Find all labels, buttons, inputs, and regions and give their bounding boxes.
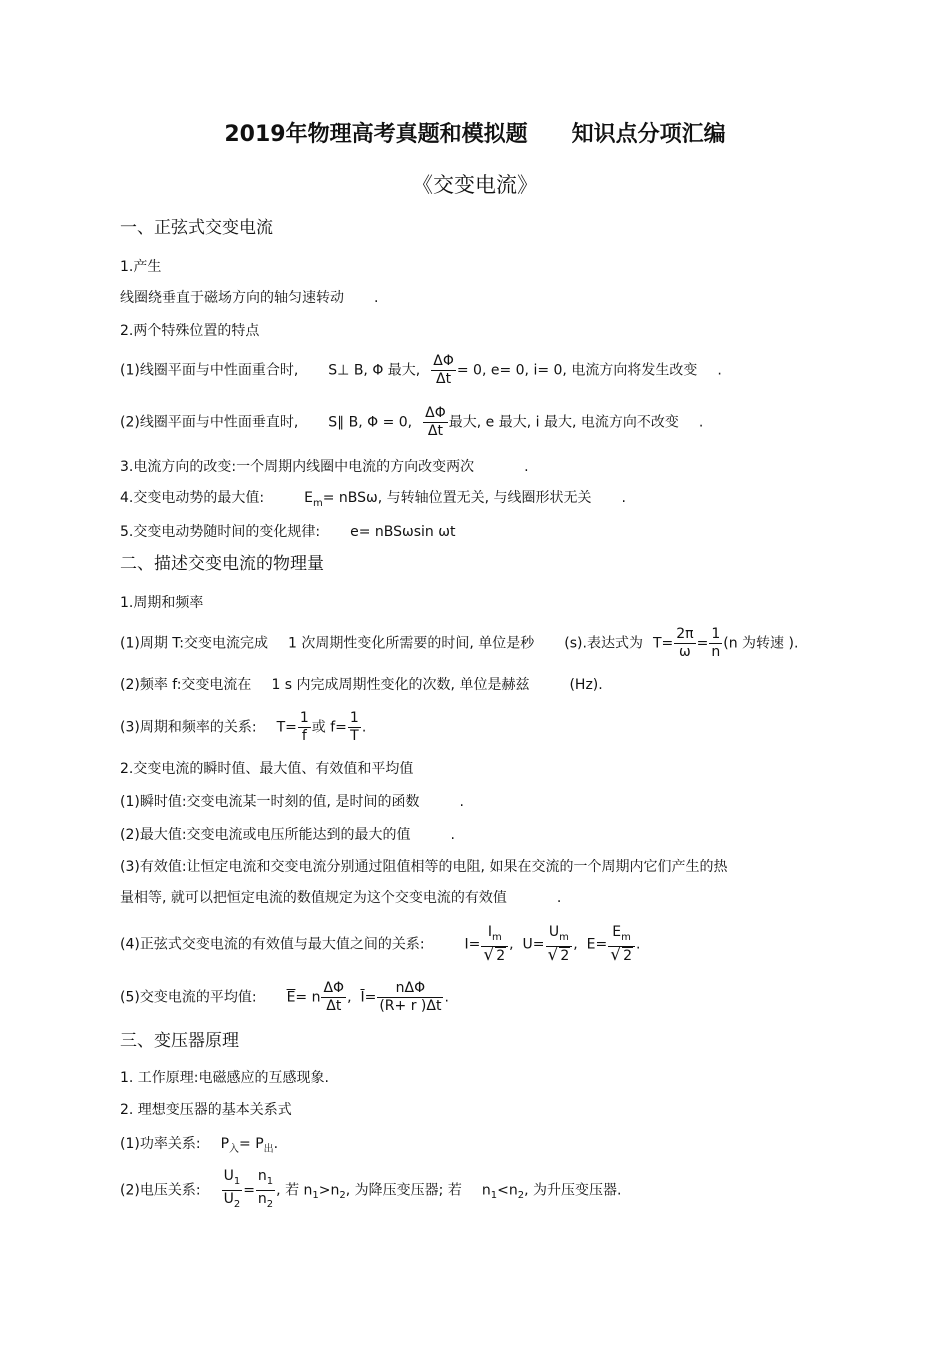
- s1-p5: [120, 523, 455, 541]
- s2-p2-3b-text: 量相等, 就可以把恒定电流的数值规定为这个交变电流的有效值: [120, 890, 507, 906]
- s3-p2-1-b: P: [220, 1136, 230, 1152]
- s3-p2-2-a: (2)电压关系:: [120, 1182, 201, 1199]
- s1-p2-1-b: S⊥ B, Φ 最大,: [328, 362, 421, 379]
- sqrt-radicand: 2: [623, 947, 632, 964]
- fraction-numerator: nΔΦ: [377, 980, 443, 998]
- s2-p1-3-a: (3)周期和频率的关系:: [120, 719, 257, 736]
- s1-p2-1-a: (1)线圈平面与中性面重合时,: [120, 362, 299, 379]
- s2-p2-3-end: .: [556, 890, 562, 906]
- s2-p2-1: [120, 793, 464, 811]
- s2-p2-5: (5)交变电流的平均值: $\overline{E}= n$ $\frac{\Delta\Phi}{\Delta t}$ , $\overline{I}=$ $\frac{\text{nΔΦ}}{(R+ r )\Delta t}$ .: [120, 980, 449, 1014]
- s2-p2-3b: [120, 889, 561, 907]
- fraction-numerator: ΔΦ: [433, 353, 454, 369]
- s3-p2-2-d: , 为降压变压器; 若: [345, 1182, 462, 1199]
- s2-p2-1-text: (1)瞬时值:交变电流某一时刻的值, 是时间的函数: [120, 794, 420, 810]
- s2-p1-title: 1.周期和频率: [120, 595, 204, 611]
- s2-p1-3-end: .: [361, 719, 367, 736]
- fraction-numerator: [256, 1168, 275, 1191]
- s1-p1-text: [120, 289, 378, 307]
- fraction-1-n: [709, 626, 722, 661]
- s1-p2-1-end: .: [717, 362, 722, 379]
- s2-p1-2-c: (Hz).: [569, 677, 603, 693]
- fraction-denominator: [256, 1191, 275, 1213]
- s2-p2-title: 2.交变电流的瞬时值、最大值、有效值和平均值: [120, 761, 414, 777]
- fraction-im-sqrt2: [481, 924, 508, 965]
- s1-p3-text: 3.电流方向的改变:一个周期内线圈中电流的方向改变两次: [120, 459, 475, 475]
- s1-p4-b: E: [304, 490, 313, 506]
- s2-p1-1-d: T=: [652, 635, 674, 652]
- s2-p1-1-c: (s).表达式为: [564, 635, 643, 652]
- s2-p1-1-b: 1 次周期性变化所需要的时间, 单位是秒: [288, 635, 535, 652]
- s1-p3-end: .: [524, 459, 529, 475]
- s2-p1-1: [120, 626, 798, 661]
- s1-p2-2-end: .: [698, 414, 704, 431]
- s1-p1-title: 1.产生: [120, 259, 162, 275]
- s1-p5-a: 5.交变电动势随时间的变化规律:: [120, 524, 321, 540]
- denominator-symbol: n: [257, 1190, 267, 1207]
- s3-p1: 1. 工作原理:电磁感应的互感现象.: [120, 1070, 329, 1086]
- fraction-numerator: ΔΦ: [323, 980, 345, 996]
- s3-p2-1-end: .: [273, 1136, 279, 1152]
- fraction-1-T: [348, 710, 361, 745]
- sqrt-icon: √: [610, 944, 622, 965]
- fraction-um-sqrt2: [546, 924, 573, 965]
- numerator-subscript: 1: [233, 1175, 241, 1187]
- s2-p2-2: [120, 826, 455, 844]
- numerator-symbol: I: [487, 924, 492, 940]
- denominator-subscript: 2: [233, 1198, 241, 1210]
- s1-p2-2-a: (2)线圈平面与中性面垂直时,: [120, 414, 299, 431]
- section-heading-2: 二、描述交变电流的物理量: [120, 554, 324, 574]
- fraction-numerator: 1: [711, 626, 721, 642]
- s2-p1-3: [120, 710, 366, 745]
- s1-p4: [120, 489, 626, 513]
- fraction-denominator: [608, 944, 635, 965]
- sqrt-radicand: 2: [496, 947, 506, 964]
- fraction-numerator: 1: [349, 710, 359, 726]
- s3-p2-2-s2: 2: [339, 1190, 346, 1202]
- fraction-u1-u2: [222, 1168, 243, 1213]
- fraction-2pi-omega: [674, 626, 695, 661]
- numerator-subscript: m: [559, 931, 569, 943]
- s3-p2-2-b: , 若 n: [276, 1182, 313, 1199]
- s2-p2-5-end: .: [444, 989, 449, 1006]
- s2-p2-4-a: (4)正弦式交变电流的有效值与最大值之间的关系:: [120, 936, 425, 953]
- s2-p2-4-i: I=: [464, 936, 481, 953]
- s2-p2-4-e: E=: [586, 936, 608, 953]
- fraction-denominator: Δt: [436, 371, 452, 387]
- title-part2: 知识点分项汇编: [571, 122, 726, 147]
- fraction-numerator: 1: [299, 710, 309, 726]
- s2-p2-5-eq1: = n: [295, 989, 321, 1006]
- s2-p2-5-eq2: =: [364, 989, 377, 1006]
- s3-p2-2-s1: 1: [312, 1190, 319, 1202]
- fraction-dphi-dt: [431, 353, 456, 388]
- fraction-denominator: ω: [679, 644, 691, 660]
- numerator-symbol: U: [223, 1168, 234, 1184]
- denominator-symbol: U: [223, 1190, 234, 1207]
- fraction-n1-n2: [256, 1168, 275, 1213]
- numerator-subscript: m: [491, 931, 502, 943]
- s2-p1-1-a: (1)周期 T:交变电流完成: [120, 635, 269, 652]
- fraction-em-sqrt2: [608, 924, 635, 965]
- numerator-symbol: n: [257, 1168, 267, 1184]
- s1-p1-end: .: [374, 290, 379, 306]
- fraction-1-f: [298, 710, 311, 745]
- fraction-denominator: T: [350, 728, 359, 744]
- s1-p1-text-body: 线圈绕垂直于磁场方向的轴匀速转动: [120, 290, 344, 306]
- s3-p2-2-c: >n: [318, 1182, 340, 1199]
- s3-p2-2-eq: =: [243, 1182, 255, 1199]
- fraction-dphi-dt: [321, 980, 346, 1015]
- numerator-symbol: U: [548, 924, 560, 940]
- s1-p2-1: [120, 353, 722, 388]
- s3-p2-1-sub2: 出: [263, 1143, 274, 1155]
- s1-p3: [120, 458, 529, 476]
- fraction-denominator: [481, 944, 508, 965]
- fraction-denominator: Δt: [326, 998, 342, 1014]
- fraction-denominator: f: [301, 728, 307, 744]
- s2-p1-3-c: 或 f=: [311, 719, 347, 736]
- fraction-ndphi-rrdt: [377, 980, 443, 1015]
- sqrt-radicand: 2: [560, 947, 570, 964]
- s2-p1-2-a: (2)频率 f:交变电流在: [120, 677, 252, 693]
- average-emf-symbol: $\overline{E}$: [286, 989, 296, 1006]
- document-title: [0, 122, 950, 148]
- sqrt-icon: √: [547, 944, 559, 965]
- fraction-dphi-dt: [423, 405, 448, 440]
- fraction-numerator: [608, 924, 635, 947]
- s2-p1-2: [120, 676, 603, 694]
- s3-p2-2-e: n: [481, 1182, 491, 1199]
- fraction-numerator: [222, 1168, 243, 1191]
- fraction-numerator: [481, 924, 508, 947]
- sqrt-icon: √: [483, 944, 495, 965]
- s1-p2-2: [120, 405, 703, 440]
- s2-p1-2-b: 1 s 内完成周期性变化的次数, 单位是赫兹: [271, 677, 530, 693]
- s3-p2-1: [120, 1135, 278, 1159]
- section-heading-3: 三、变压器原理: [120, 1031, 239, 1051]
- s3-p2: 2. 理想变压器的基本关系式: [120, 1102, 292, 1118]
- s1-p4-c: = nBSω, 与转轴位置无关, 与线圈形状无关: [322, 490, 592, 506]
- s1-p4-sub: m: [312, 497, 323, 509]
- s1-p2-2-b: S∥ B, Φ = 0,: [328, 414, 413, 431]
- denominator-subscript: 2: [266, 1198, 274, 1210]
- fraction-denominator: Δt: [427, 423, 443, 439]
- fraction-numerator: [546, 924, 573, 947]
- s3-p2-2: [120, 1168, 621, 1213]
- s1-p4-a: 4.交变电动势的最大值:: [120, 490, 265, 506]
- s1-p4-end: .: [621, 490, 626, 506]
- s3-p2-2-f: <n: [497, 1182, 518, 1199]
- s2-p1-3-b: T=: [276, 719, 297, 736]
- s1-p5-b: e= nBSωsin ωt: [350, 524, 456, 540]
- numerator-subscript: m: [621, 931, 631, 943]
- title-part1: 2019年物理高考真题和模拟题: [224, 122, 528, 147]
- s2-p2-2-end: .: [450, 827, 455, 843]
- s1-p2-2-c: 最大, e 最大, i 最大, 电流方向不改变: [448, 414, 679, 431]
- s3-p2-1-c: = P: [239, 1136, 264, 1152]
- s2-p2-1-end: .: [459, 794, 464, 810]
- section-heading-1: 一、正弦式交变电流: [120, 218, 273, 238]
- s3-p2-1-sub1: 入: [229, 1143, 240, 1155]
- s1-p2-1-c: = 0, e= 0, i= 0, 电流方向将发生改变: [456, 362, 698, 379]
- s3-p2-2-g: , 为升压变压器.: [524, 1182, 622, 1199]
- fraction-numerator: 2π: [676, 626, 694, 642]
- s2-p2-4-u: U=: [522, 936, 545, 953]
- numerator-subscript: 1: [266, 1175, 274, 1187]
- s3-p2-1-a: (1)功率关系:: [120, 1136, 201, 1152]
- fraction-denominator: [222, 1191, 243, 1213]
- s2-p2-5-a: (5)交变电流的平均值:: [120, 989, 257, 1006]
- s2-p1-1-f: (n 为转速 ).: [723, 635, 799, 652]
- numerator-symbol: E: [612, 924, 622, 940]
- s2-p1-1-e: =: [696, 635, 709, 652]
- s2-p2-3a: (3)有效值:让恒定电流和交变电流分别通过阻值相等的电阻, 如果在交流的一个周期内它们产生的热: [120, 859, 728, 875]
- fraction-numerator: ΔΦ: [425, 405, 446, 421]
- s2-p2-4: (4)正弦式交变电流的有效值与最大值之间的关系: I= $\frac{I_m}{√ 2}$ , U= $\frac{U_m}{√ 2}$ , E= $\frac{E_m}{√ 2}$ .: [120, 924, 641, 965]
- s1-p2-title: 2.两个特殊位置的特点: [120, 323, 260, 339]
- fraction-denominator: (R+ r )Δt: [379, 998, 442, 1014]
- fraction-denominator: [546, 944, 573, 965]
- fraction-denominator: n: [711, 644, 721, 660]
- s2-p2-2-text: (2)最大值:交变电流或电压所能达到的最大的值: [120, 827, 411, 843]
- s3-p2-2-s3: 1: [490, 1190, 498, 1202]
- document-subtitle: 《交变电流》: [412, 173, 538, 197]
- average-current-symbol: $\overline{I}$: [360, 989, 365, 1006]
- s3-p2-2-s4: 2: [517, 1190, 525, 1202]
